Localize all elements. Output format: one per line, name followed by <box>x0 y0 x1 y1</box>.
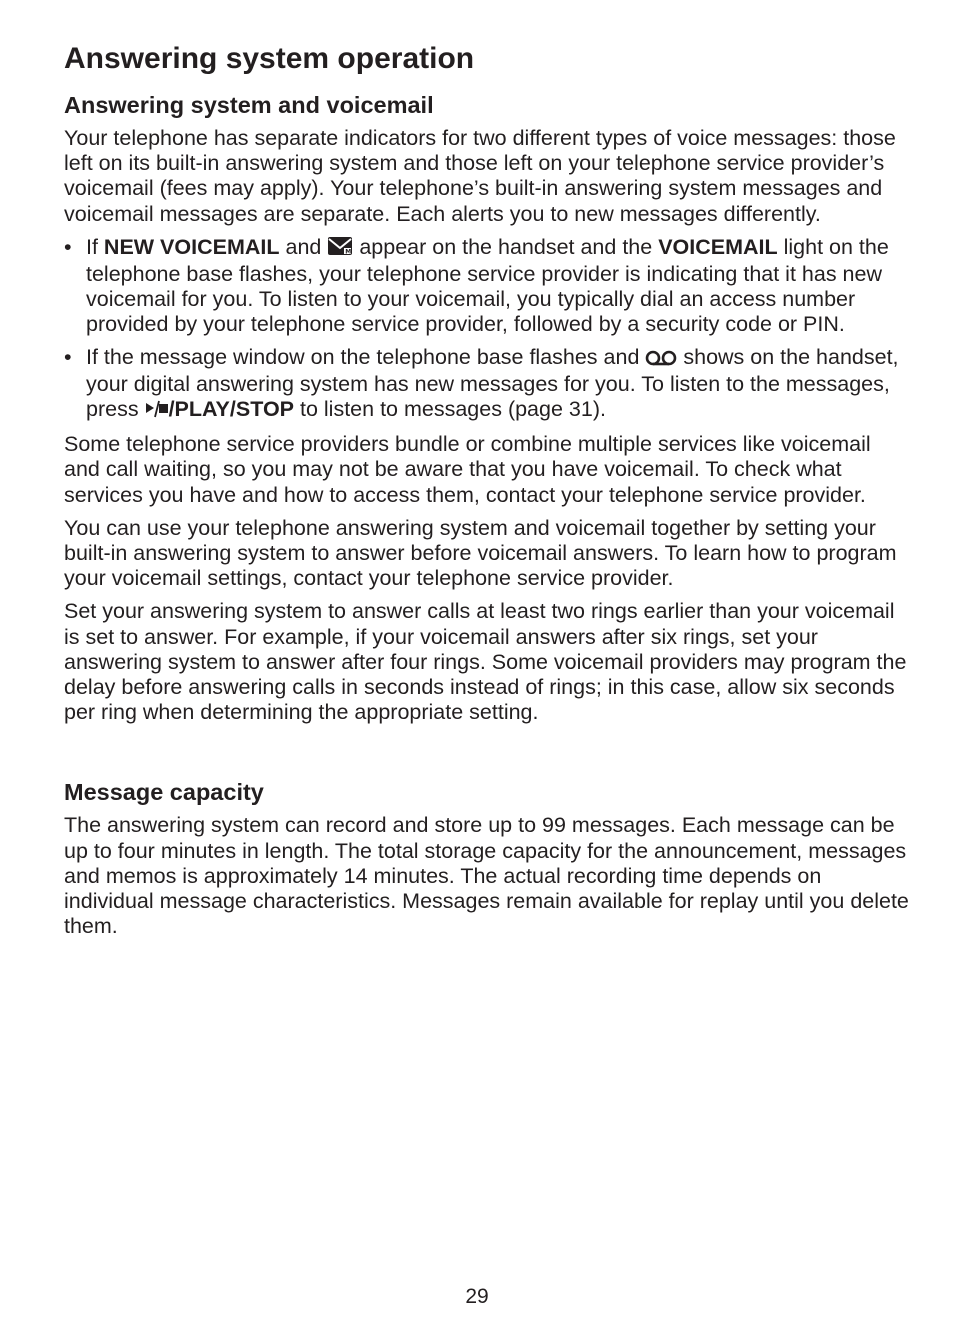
ring-setting-paragraph: Set your answering system to answer calls at least two rings earlier than your voicemail is set to answer. For example, if your voicemail answers after six rings, set your answering system to answer after four rings. Some voicemail providers may program the delay before answering calls in seconds instead of rings; in this case, allow six seconds per ring when determining the appropriate setting. <box>64 599 907 725</box>
list-item-voicemail: • If NEW VOICEMAIL and M appear on the handset and the VOICEMAIL light on the telephone base flashes, your telephone service provider is indicating that it has new voicemail for you. To listen to your voicemail, you typically dial an access number provided by your telephone service provider, followed by a security code or PIN. <box>64 234 889 337</box>
page-title: Answering system operation <box>64 42 475 75</box>
bullet: • <box>64 234 72 259</box>
play-stop-icon <box>145 399 169 424</box>
list-item-answering-system: • If the message window on the telephone base flashes and shows on the handset, your digital answering system has new messages for you. To listen to the messages, press /PLAY/STOP to listen to messages (page 31). <box>64 345 910 425</box>
intro-paragraph: Your telephone has separate indicators for two different types of voice messages: those left on its built-in answering system and those left on your telephone service provider’s voicemail (fees may apply). Your telephone’s built-in answering system messages and voicemail messages are separate. Each alerts you to new messages differently. <box>64 126 896 226</box>
capacity-paragraph: The answering system can record and store up to 99 messages. Each message can be up to four minutes in length. The total storage capacity for the announcement, messages and memos is approximately 14 minutes. The actual recording time depends on individual message characteristics. Messages remain available for replay until you delete them. <box>64 813 909 939</box>
voicemail-envelope-icon <box>327 236 353 262</box>
voicemail-light-label: VOICEMAIL <box>658 234 778 259</box>
svg-text:M: M <box>345 248 352 256</box>
page-number: 29 <box>465 1285 489 1308</box>
manual-page <box>64 40 910 947</box>
section-heading-voicemail: Answering system and voicemail <box>64 92 434 118</box>
bundle-paragraph: Some telephone service providers bundle or combine multiple services like voicemail and call waiting, so you may not be aware that you have voicemail. To check what services you have and how to access them, contact your telephone service provider. <box>64 432 871 507</box>
indicator-list <box>64 235 910 424</box>
new-voicemail-label: NEW VOICEMAIL <box>103 234 280 259</box>
section-heading-capacity: Message capacity <box>64 779 264 806</box>
bullet: • <box>64 344 72 369</box>
play-stop-label: /PLAY/STOP <box>168 397 295 422</box>
tape-icon <box>645 347 677 372</box>
combined-use-paragraph: You can use your telephone answering system and voicemail together by setting your built-in answering system to answer before voicemail answers. To learn how to program your voicemail settings, contact your telephone service provider. <box>64 515 897 591</box>
